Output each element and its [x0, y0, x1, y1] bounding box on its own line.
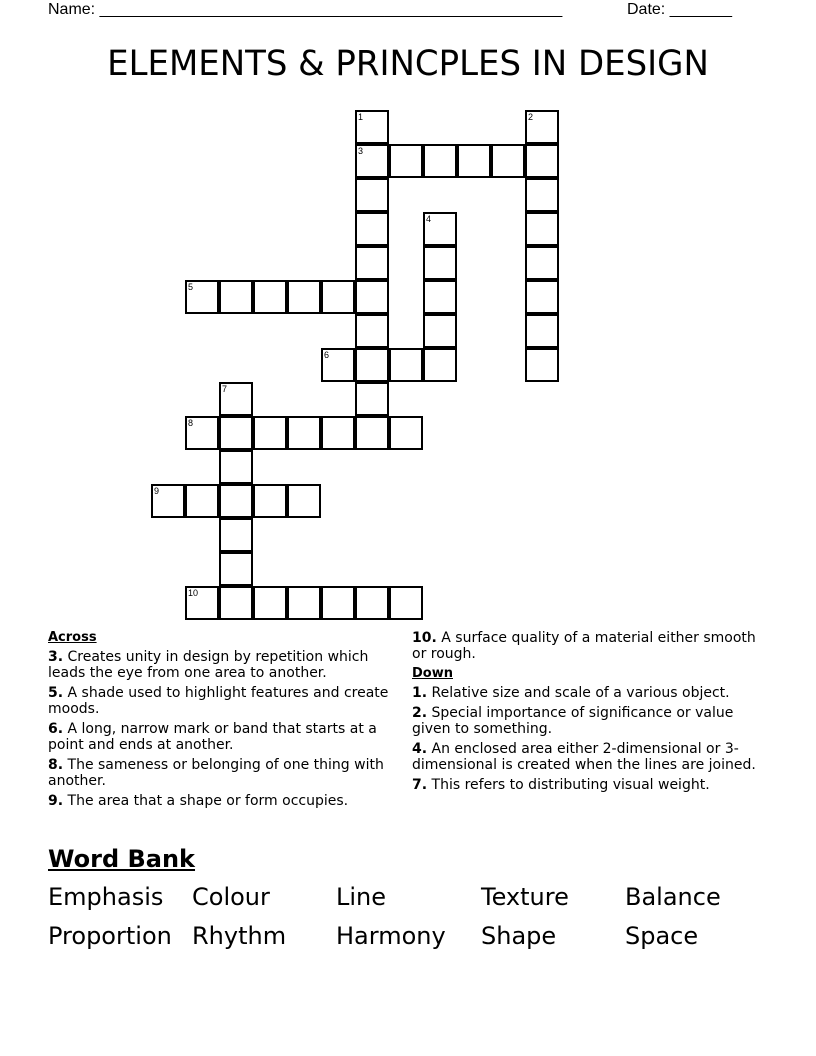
clue-number: 6. [48, 721, 64, 737]
clue-number: 7. [412, 777, 428, 793]
crossword-cell[interactable] [423, 348, 457, 382]
crossword-cell[interactable] [389, 348, 423, 382]
clue-number-label: 10 [188, 588, 199, 598]
crossword-cell[interactable] [219, 280, 253, 314]
clue-number-label: 7 [222, 384, 228, 394]
crossword-cell[interactable] [423, 144, 457, 178]
clue-across-5 [48, 685, 393, 717]
clue-number-label: 2 [528, 112, 534, 122]
crossword-cell[interactable] [219, 484, 253, 518]
crossword-cell[interactable] [491, 144, 525, 178]
clue-across-3 [48, 649, 393, 681]
word-bank-item: Shape [481, 922, 557, 950]
clue-text: A shade used to highlight features and create moods. [48, 685, 389, 717]
word-bank-item: Rhythm [192, 922, 287, 950]
clues-column-right [412, 630, 762, 797]
crossword-cell[interactable] [253, 416, 287, 450]
crossword-cell[interactable] [525, 110, 559, 144]
crossword-cell[interactable] [287, 586, 321, 620]
clue-number: 1. [412, 685, 428, 701]
crossword-cell[interactable] [525, 178, 559, 212]
word-bank-item: Proportion [48, 922, 172, 950]
down-heading: Down [412, 666, 453, 681]
crossword-cell[interactable] [253, 280, 287, 314]
clue-number: 3. [48, 649, 64, 665]
crossword-cell[interactable] [287, 416, 321, 450]
clues-column-left [48, 630, 393, 813]
crossword-cell[interactable] [185, 484, 219, 518]
crossword-cell[interactable] [423, 212, 457, 246]
crossword-cell[interactable] [219, 416, 253, 450]
crossword-cell[interactable] [423, 314, 457, 348]
crossword-cell[interactable] [219, 450, 253, 484]
word-bank-item: Harmony [336, 922, 446, 950]
crossword-cell[interactable] [253, 586, 287, 620]
crossword-cell[interactable] [423, 280, 457, 314]
crossword-cell[interactable] [355, 586, 389, 620]
clue-number: 8. [48, 757, 64, 773]
crossword-cell[interactable] [355, 110, 389, 144]
word-bank-title: Word Bank [48, 845, 196, 873]
clue-number-label: 1 [358, 112, 364, 122]
clue-text: Special importance of significance or value given to something. [412, 705, 734, 737]
clue-text: A surface quality of a material either smooth or rough. [412, 630, 756, 662]
clue-across-6 [48, 721, 393, 753]
crossword-cell[interactable] [389, 586, 423, 620]
crossword-cell[interactable] [219, 518, 253, 552]
crossword-cell[interactable] [321, 416, 355, 450]
crossword-cell[interactable] [253, 484, 287, 518]
crossword-cell[interactable] [525, 246, 559, 280]
clue-number: 2. [412, 705, 428, 721]
crossword-cell[interactable] [355, 280, 389, 314]
word-bank-item: Emphasis [48, 883, 164, 911]
clue-number-label: 6 [324, 350, 330, 360]
crossword-cell[interactable] [389, 416, 423, 450]
crossword-cell[interactable] [185, 280, 219, 314]
clue-number-label: 8 [188, 418, 194, 428]
clue-down-2 [412, 705, 762, 737]
page-title: ELEMENTS & PRINCPLES IN DESIGN [107, 44, 709, 84]
word-bank-item: Texture [481, 883, 569, 911]
crossword-cell[interactable] [355, 416, 389, 450]
crossword-cell[interactable] [355, 178, 389, 212]
crossword-cell[interactable] [151, 484, 185, 518]
crossword-cell[interactable] [287, 280, 321, 314]
word-bank-item: Line [336, 883, 387, 911]
word-bank-item: Balance [625, 883, 721, 911]
clue-down-7 [412, 777, 762, 793]
clue-across-9 [48, 793, 393, 809]
crossword-cell[interactable] [321, 348, 355, 382]
clue-across-8 [48, 757, 393, 789]
crossword-cell[interactable] [355, 382, 389, 416]
date-field[interactable]: Date: _______ [627, 1, 732, 18]
crossword-cell[interactable] [457, 144, 491, 178]
crossword-cell[interactable] [423, 246, 457, 280]
clue-text: Creates unity in design by repetition which leads the eye from one area to another. [48, 649, 369, 681]
name-field[interactable]: Name: ____________________________________________________ [48, 1, 563, 18]
crossword-cell[interactable] [321, 586, 355, 620]
clue-text: A long, narrow mark or band that starts at a point and ends at another. [48, 721, 377, 753]
crossword-cell[interactable] [219, 552, 253, 586]
crossword-cell[interactable] [525, 348, 559, 382]
clue-down-1 [412, 685, 762, 701]
word-bank-item: Space [625, 922, 699, 950]
clue-number-label: 3 [358, 146, 364, 156]
crossword-cell[interactable] [525, 280, 559, 314]
crossword-cell[interactable] [525, 212, 559, 246]
crossword-cell[interactable] [355, 246, 389, 280]
crossword-cell[interactable] [355, 144, 389, 178]
clue-number-label: 5 [188, 282, 194, 292]
clue-text: The area that a shape or form occupies. [67, 793, 349, 809]
crossword-cell[interactable] [185, 416, 219, 450]
crossword-cell[interactable] [525, 144, 559, 178]
clue-number-label: 4 [426, 214, 432, 224]
crossword-cell[interactable] [287, 484, 321, 518]
clue-number: 5. [48, 685, 64, 701]
crossword-cell[interactable] [525, 314, 559, 348]
clue-number: 10. [412, 630, 437, 646]
clue-number: 4. [412, 741, 428, 757]
clue-text: An enclosed area either 2-dimensional or 3-dimensional is created when the lines are joined. [412, 741, 756, 773]
crossword-cell[interactable] [355, 212, 389, 246]
clue-number: 9. [48, 793, 64, 809]
crossword-cell[interactable] [389, 144, 423, 178]
crossword-cell[interactable] [355, 348, 389, 382]
clue-text: Relative size and scale of a various object. [431, 685, 730, 701]
crossword-cell[interactable] [219, 382, 253, 416]
crossword-cell[interactable] [321, 280, 355, 314]
clue-down-4 [412, 741, 762, 773]
clue-text: The sameness or belonging of one thing with another. [48, 757, 384, 789]
crossword-cell[interactable] [355, 314, 389, 348]
word-bank-item: Colour [192, 883, 270, 911]
clue-text: This refers to distributing visual weight. [431, 777, 710, 793]
clue-number-label: 9 [154, 486, 160, 496]
crossword-cell[interactable] [219, 586, 253, 620]
clue-across-10 [412, 630, 762, 662]
crossword-cell[interactable] [185, 586, 219, 620]
across-heading: Across [48, 630, 97, 645]
